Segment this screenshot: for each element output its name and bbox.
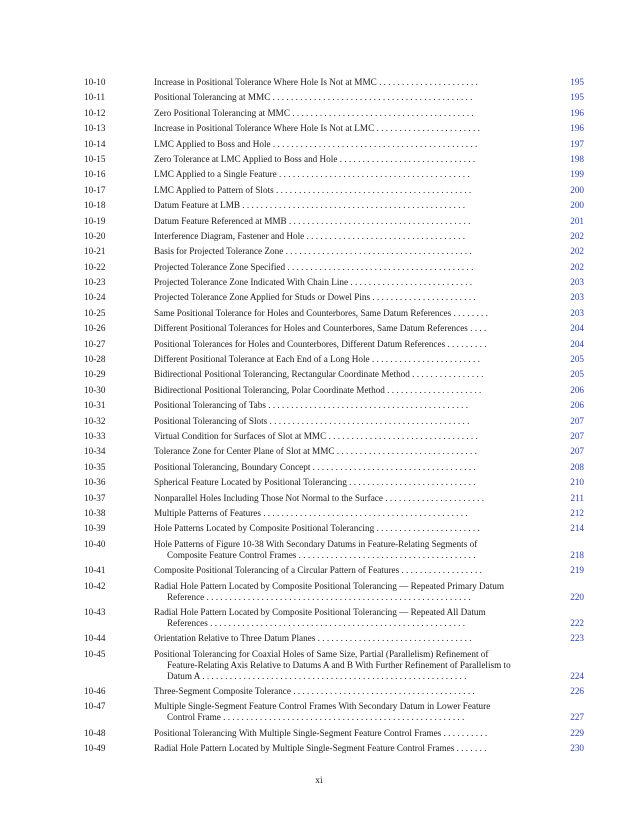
figure-title <box>154 308 554 319</box>
figure-number: 10-18 <box>84 200 106 211</box>
figure-title-line: Three-Segment Composite Tolerance . . . . . . . . . . . . . . . . . . . . . . . . . . . . . . . . . . . . . . . . <box>154 686 475 697</box>
toc-entry[interactable] <box>84 92 584 103</box>
figure-title <box>154 607 554 629</box>
figure-title <box>154 508 554 519</box>
figure-number: 10-46 <box>84 686 106 697</box>
figure-title <box>154 539 554 561</box>
figure-title-line: Different Positional Tolerances for Holes and Counterbores, Same Datum References . . . . <box>154 323 487 334</box>
toc-entry[interactable] <box>84 123 584 134</box>
page-link[interactable]: 205 <box>570 354 584 365</box>
figure-title-line: Datum Feature at LMB . . . . . . . . . . . . . . . . . . . . . . . . . . . . . . . . . . . . . . . . . . . . . . . . . <box>154 200 466 211</box>
figure-title <box>154 262 554 273</box>
toc-entry[interactable] <box>84 523 584 534</box>
figure-title-line: Control Frame . . . . . . . . . . . . . . . . . . . . . . . . . . . . . . . . . . . . . . . . . . . . . . . . . . . . . <box>167 712 465 723</box>
figure-number: 10-37 <box>84 492 106 503</box>
toc-entry[interactable] <box>84 77 584 88</box>
toc-entry[interactable] <box>84 633 584 644</box>
figure-title <box>154 231 554 242</box>
page-link[interactable]: 203 <box>570 307 584 318</box>
figure-title <box>154 477 554 488</box>
toc-entry[interactable] <box>84 728 584 739</box>
page-link[interactable]: 207 <box>570 446 584 457</box>
figure-title-line: Feature-Relating Axis Relative to Datums A and B With Further Refinement of Parallelism to <box>167 659 511 670</box>
toc-entry[interactable] <box>84 292 584 303</box>
page-number: xi <box>315 776 323 786</box>
figure-title-line: Tolerance Zone for Center Plane of Slot at MMC . . . . . . . . . . . . . . . . . . . . . . . . . . . . . . . <box>154 446 477 457</box>
figure-title <box>154 92 554 103</box>
page-link[interactable]: 224 <box>570 670 584 681</box>
page-link[interactable]: 200 <box>570 184 584 195</box>
figure-title-line: Zero Tolerance at LMC Applied to Boss and Hole . . . . . . . . . . . . . . . . . . . . . . . . . . . . . . <box>154 153 476 164</box>
toc-entry[interactable] <box>84 154 584 165</box>
toc-entry[interactable] <box>84 339 584 350</box>
page-link[interactable]: 201 <box>570 215 584 226</box>
toc-entry[interactable] <box>84 477 584 488</box>
figure-title-line: Composite Feature Control Frames . . . . . . . . . . . . . . . . . . . . . . . . . . . . . . . . . . . . . . . <box>167 549 476 560</box>
figure-title-line: Composite Positional Tolerancing of a Circular Pattern of Features . . . . . . . . . . . . . . . . . . <box>154 565 482 576</box>
figure-title-line: Virtual Condition for Surfaces of Slot at MMC . . . . . . . . . . . . . . . . . . . . . . . . . . . . . . . . . <box>154 430 478 441</box>
figure-number: 10-33 <box>84 430 106 441</box>
toc-entry[interactable] <box>84 508 584 519</box>
figure-title-line: LMC Applied to Pattern of Slots . . . . . . . . . . . . . . . . . . . . . . . . . . . . . . . . . . . . . . . . . . . <box>154 184 472 195</box>
figure-number: 10-14 <box>84 138 106 149</box>
figure-title <box>154 185 554 196</box>
figure-title-line: Datum Feature Referenced at MMB . . . . . . . . . . . . . . . . . . . . . . . . . . . . . . . . . . . . . . . . <box>154 215 471 226</box>
figure-title <box>154 200 554 211</box>
figure-title-line: Same Positional Tolerance for Holes and Counterbores, Same Datum References . . . . . . . . <box>154 307 488 318</box>
page-link[interactable]: 195 <box>570 92 584 103</box>
page-link[interactable]: 230 <box>570 743 584 754</box>
figure-title-line: Orientation Relative to Three Datum Planes . . . . . . . . . . . . . . . . . . . . . . . . . . . . . . . . . . <box>154 633 472 644</box>
figure-title <box>154 139 554 150</box>
page-link[interactable]: 202 <box>570 261 584 272</box>
figure-number: 10-16 <box>84 169 106 180</box>
page-link[interactable]: 219 <box>570 565 584 576</box>
toc-entry[interactable] <box>84 565 584 576</box>
figure-number: 10-12 <box>84 107 106 118</box>
figure-title-line: Basis for Projected Tolerance Zone . . . . . . . . . . . . . . . . . . . . . . . . . . . . . . . . . . . . . . . . . <box>154 246 472 257</box>
figure-number: 10-36 <box>84 477 106 488</box>
figure-title <box>154 446 554 457</box>
toc-entry[interactable] <box>84 431 584 442</box>
page-link[interactable]: 208 <box>570 461 584 472</box>
figure-title-line: Multiple Single-Segment Feature Control Frames With Secondary Datum in Lower Feature <box>154 701 491 712</box>
toc-entry[interactable] <box>84 308 584 319</box>
figure-number: 10-44 <box>84 633 106 644</box>
figure-number: 10-38 <box>84 507 106 518</box>
figure-title <box>154 123 554 134</box>
figure-title <box>154 354 554 365</box>
figure-title <box>154 400 554 411</box>
figure-number: 10-35 <box>84 461 106 472</box>
toc-entry[interactable] <box>84 200 584 211</box>
page-link[interactable]: 206 <box>570 400 584 411</box>
page-link[interactable]: 222 <box>570 617 584 628</box>
page-link[interactable]: 204 <box>570 323 584 334</box>
figure-number: 10-17 <box>84 184 106 195</box>
figure-number: 10-11 <box>84 92 106 103</box>
page-link[interactable]: 207 <box>570 415 584 426</box>
figure-number: 10-22 <box>84 261 106 272</box>
page-link[interactable]: 196 <box>570 123 584 134</box>
figure-title-line: Spherical Feature Located by Positional Tolerancing . . . . . . . . . . . . . . . . . . . . . . . . . . . . <box>154 477 476 488</box>
toc-entry[interactable] <box>84 262 584 273</box>
figure-title <box>154 565 554 576</box>
figure-number: 10-49 <box>84 743 106 754</box>
figure-number: 10-43 <box>84 606 106 617</box>
figure-title <box>154 277 554 288</box>
page-link[interactable]: 202 <box>570 230 584 241</box>
figure-number: 10-34 <box>84 446 106 457</box>
toc-entry[interactable] <box>84 354 584 365</box>
figure-number: 10-28 <box>84 354 106 365</box>
figure-number: 10-19 <box>84 215 106 226</box>
figure-number: 10-20 <box>84 230 106 241</box>
figure-number: 10-13 <box>84 123 106 134</box>
figure-title-line: Hole Patterns Located by Composite Positional Tolerancing . . . . . . . . . . . . . . . . . . . . . . . <box>154 523 480 534</box>
page-link[interactable]: 195 <box>570 77 584 87</box>
page-link[interactable]: 205 <box>570 369 584 380</box>
figure-number: 10-27 <box>84 338 106 349</box>
figure-number: 10-26 <box>84 323 106 334</box>
figure-title <box>154 416 554 427</box>
figure-number: 10-42 <box>84 580 106 591</box>
figure-number: 10-48 <box>84 727 106 738</box>
figure-number: 10-47 <box>84 701 106 712</box>
figure-title <box>154 493 554 504</box>
figure-title-line: Datum A . . . . . . . . . . . . . . . . . . . . . . . . . . . . . . . . . . . . . . . . . . . . . . . . . . . . . . . . . . <box>167 670 467 681</box>
figure-title <box>154 216 554 227</box>
figure-title <box>154 323 554 334</box>
page-link[interactable]: 211 <box>570 492 584 503</box>
toc-entry[interactable] <box>84 385 584 396</box>
figure-title-line: Positional Tolerancing of Tabs . . . . . . . . . . . . . . . . . . . . . . . . . . . . . . . . . . . . . . . . . . . . <box>154 400 469 411</box>
page-link[interactable]: 210 <box>570 477 584 488</box>
figure-title-line: Different Positional Tolerance at Each End of a Long Hole . . . . . . . . . . . . . . . . . . . . . . . . <box>154 354 480 365</box>
page-link[interactable]: 229 <box>570 727 584 738</box>
figure-title <box>154 728 554 739</box>
figure-number: 10-40 <box>84 538 106 549</box>
figure-title-line: Radial Hole Pattern Located by Composite Positional Tolerancing — Repeated Primary Datum <box>154 580 505 591</box>
figure-title-line: Nonparallel Holes Including Those Not Normal to the Surface . . . . . . . . . . . . . . . . . . . . . . <box>154 492 485 503</box>
figure-title-line: Projected Tolerance Zone Indicated With Chain Line . . . . . . . . . . . . . . . . . . . . . . . . . . . <box>154 277 473 288</box>
figure-title <box>154 77 554 88</box>
figure-title <box>154 108 554 119</box>
page-link[interactable]: 203 <box>570 292 584 303</box>
figure-title-line: Radial Hole Pattern Located by Composite Positional Tolerancing — Repeated All Datum <box>154 606 486 617</box>
figure-title-line: Bidirectional Positional Tolerancing, Polar Coordinate Method . . . . . . . . . . . . . . . . . . . . . <box>154 384 482 395</box>
figure-number: 10-25 <box>84 307 106 318</box>
figure-title-line: Projected Tolerance Zone Specified . . . . . . . . . . . . . . . . . . . . . . . . . . . . . . . . . . . . . . . . . <box>154 261 474 272</box>
figure-title <box>154 633 554 644</box>
toc-entry[interactable] <box>84 185 584 196</box>
figure-number: 10-41 <box>84 565 106 576</box>
page-link[interactable]: 223 <box>570 633 584 644</box>
toc-entry[interactable] <box>84 216 584 227</box>
toc-entry[interactable] <box>84 231 584 242</box>
toc-entry[interactable] <box>84 493 584 504</box>
figure-title <box>154 581 554 603</box>
toc-entry[interactable] <box>84 539 584 561</box>
figure-title-line: References . . . . . . . . . . . . . . . . . . . . . . . . . . . . . . . . . . . . . . . . . . . . . . . . . . . . . . . . <box>167 617 466 628</box>
figure-title <box>154 385 554 396</box>
figure-title-line: Projected Tolerance Zone Applied for Studs or Dowel Pins . . . . . . . . . . . . . . . . . . . . . . . <box>154 292 476 303</box>
toc-entry[interactable] <box>84 581 584 603</box>
page-link[interactable]: 196 <box>570 107 584 118</box>
page-link[interactable]: 204 <box>570 338 584 349</box>
figure-number: 10-10 <box>84 77 106 87</box>
page-link[interactable]: 207 <box>570 430 584 441</box>
figure-title-line: Multiple Patterns of Features . . . . . . . . . . . . . . . . . . . . . . . . . . . . . . . . . . . . . . . . . . . . . <box>154 507 468 518</box>
page-link[interactable]: 200 <box>570 200 584 211</box>
figure-title <box>154 686 554 697</box>
page-link[interactable]: 226 <box>570 686 584 697</box>
toc-entry[interactable] <box>84 139 584 150</box>
figure-number: 10-30 <box>84 384 106 395</box>
figure-title <box>154 462 554 473</box>
figure-title-line: Increase in Positional Tolerance Where Hole Is Not at LMC . . . . . . . . . . . . . . . . . . . . . . . <box>154 123 480 134</box>
figure-title-line: Reference . . . . . . . . . . . . . . . . . . . . . . . . . . . . . . . . . . . . . . . . . . . . . . . . . . . . . . . . . . <box>167 591 471 602</box>
toc-entry[interactable] <box>84 277 584 288</box>
figure-number: 10-23 <box>84 277 106 288</box>
figure-title <box>154 292 554 303</box>
figure-title-line: LMC Applied to Boss and Hole . . . . . . . . . . . . . . . . . . . . . . . . . . . . . . . . . . . . . . . . . . . . . <box>154 138 478 149</box>
page-link[interactable]: 199 <box>570 169 584 180</box>
figure-title <box>154 169 554 180</box>
figure-number: 10-31 <box>84 400 106 411</box>
page-link[interactable]: 206 <box>570 384 584 395</box>
page-link[interactable]: 203 <box>570 277 584 288</box>
figure-number: 10-15 <box>84 153 106 164</box>
figure-title <box>154 649 554 682</box>
toc-entry[interactable] <box>84 323 584 334</box>
figure-title-line: Interference Diagram, Fastener and Hole . . . . . . . . . . . . . . . . . . . . . . . . . . . . . . . . . . . <box>154 230 466 241</box>
toc-entry[interactable] <box>84 246 584 257</box>
figure-number: 10-45 <box>84 648 106 659</box>
figure-title-line: Positional Tolerancing, Boundary Concept . . . . . . . . . . . . . . . . . . . . . . . . . . . . . . . . . . . . <box>154 461 476 472</box>
figure-title-line: LMC Applied to a Single Feature . . . . . . . . . . . . . . . . . . . . . . . . . . . . . . . . . . . . . . . . . . <box>154 169 470 180</box>
toc-entry[interactable] <box>84 686 584 697</box>
figure-title-line: Positional Tolerances for Holes and Counterbores, Different Datum References . . . . . . . . . <box>154 338 487 349</box>
figure-title-line: Increase in Positional Tolerance Where Hole Is Not at MMC . . . . . . . . . . . . . . . . . . . . . . <box>154 77 478 87</box>
figure-title <box>154 339 554 350</box>
figure-title-line: Positional Tolerancing at MMC . . . . . . . . . . . . . . . . . . . . . . . . . . . . . . . . . . . . . . . . . . . . <box>154 92 473 103</box>
page-link[interactable]: 218 <box>570 549 584 560</box>
figure-title <box>154 369 554 380</box>
figure-title <box>154 701 554 723</box>
toc-entry[interactable] <box>84 462 584 473</box>
toc-entry[interactable] <box>84 743 584 754</box>
toc-entry[interactable] <box>84 649 584 682</box>
toc-entry[interactable] <box>84 446 584 457</box>
figure-number: 10-32 <box>84 415 106 426</box>
toc-entry[interactable] <box>84 416 584 427</box>
figure-title-line: Positional Tolerancing With Multiple Single-Segment Feature Control Frames . . . . . . . . . . <box>154 727 488 738</box>
figure-number: 10-24 <box>84 292 106 303</box>
page-link[interactable]: 198 <box>570 153 584 164</box>
figure-title <box>154 523 554 534</box>
toc-entry[interactable] <box>84 169 584 180</box>
figure-title-line: Hole Patterns of Figure 10-38 With Secondary Datums in Feature-Relating Segments of <box>154 538 478 549</box>
figure-title-line: Zero Positional Tolerancing at MMC . . . . . . . . . . . . . . . . . . . . . . . . . . . . . . . . . . . . . . . . <box>154 107 474 118</box>
figure-title <box>154 431 554 442</box>
toc-entry[interactable] <box>84 369 584 380</box>
page-link[interactable]: 227 <box>570 712 584 723</box>
figure-number: 10-29 <box>84 369 106 380</box>
figure-list <box>84 77 584 754</box>
figure-title-line: Positional Tolerancing of Slots . . . . . . . . . . . . . . . . . . . . . . . . . . . . . . . . . . . . . . . . . . . . <box>154 415 470 426</box>
toc-entry[interactable] <box>84 108 584 119</box>
toc-entry[interactable] <box>84 400 584 411</box>
page-link[interactable]: 212 <box>570 507 584 518</box>
figure-title-line: Bidirectional Positional Tolerancing, Rectangular Coordinate Method . . . . . . . . . . . . . . . . <box>154 369 484 380</box>
figure-title-line: Radial Hole Pattern Located by Multiple Single-Segment Feature Control Frames . . . . . . . <box>154 743 487 754</box>
toc-entry[interactable] <box>84 701 584 723</box>
toc-entry[interactable] <box>84 607 584 629</box>
figure-number: 10-21 <box>84 246 106 257</box>
page-link[interactable]: 220 <box>570 591 584 602</box>
figure-number: 10-39 <box>84 523 106 534</box>
figure-title <box>154 246 554 257</box>
page-link[interactable]: 202 <box>570 246 584 257</box>
figure-title <box>154 154 554 165</box>
page-link[interactable]: 197 <box>570 138 584 149</box>
figure-title-line: Positional Tolerancing for Coaxial Holes of Same Size, Partial (Parallelism) Refinement of <box>154 648 489 659</box>
figure-title <box>154 743 554 754</box>
page-link[interactable]: 214 <box>570 523 584 534</box>
